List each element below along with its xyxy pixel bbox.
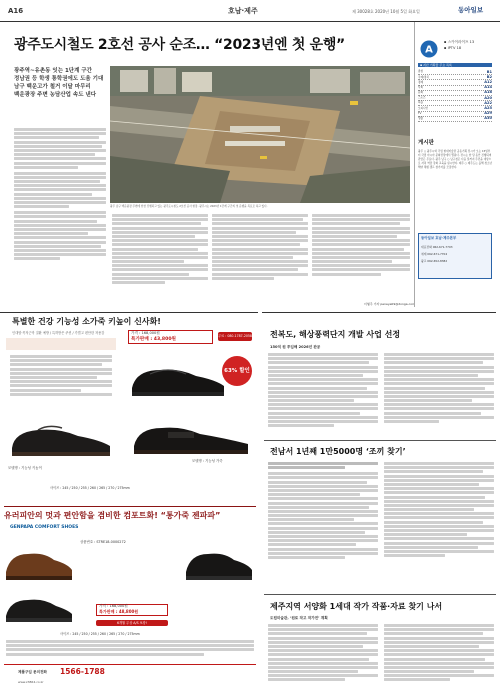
main-headline: 광주도시철도 2호선 공사 순조… “2023년엔 첫 운행”: [14, 37, 345, 53]
ad1-copy: [10, 355, 112, 415]
ad1-discount-badge: 63% 할인: [222, 356, 252, 386]
ad1-banner: [6, 338, 116, 350]
ad2-sale: 특가판매 : 48,800원: [99, 609, 139, 614]
shoe-image: [8, 410, 116, 460]
subhead-line: 정남권 등 학생 통학권에도 도움 기대: [14, 75, 104, 82]
ad-divider: [4, 506, 256, 507]
article-column: [384, 462, 494, 590]
photo-caption: 광주 남구 백운광장 주변에 한창 진행되고 있는 광주도시철도 2호선 공사 현장. 광주시는 2023년 1단계 구간의 첫 운행을 목표로 하고 있다.: [110, 205, 268, 208]
tv-channel-sky: ▪ 스카이라이프 13: [444, 40, 475, 44]
ad2-warranty-pill: 6개월 무상 A/S 보장!: [96, 620, 168, 626]
article-divider: [264, 594, 496, 595]
ad2-phone[interactable]: 1566-1788: [60, 667, 105, 676]
contact-list: [421, 246, 491, 263]
section-title: 호남·제주: [228, 7, 258, 15]
ad2-brand: GENPAPA COMFORT SHOES: [10, 525, 79, 530]
toc-item[interactable]: 사회 A14: [418, 85, 492, 90]
toc-item[interactable]: 국제/정치 B2: [418, 74, 492, 79]
toc-band-title: ▪ 지난 기획물 주요 목록: [420, 63, 452, 67]
ad2-sizes: 사이즈 : 245 / 250 / 255 / 260 / 265 / 270 / 275mm: [60, 632, 140, 636]
toc-item[interactable]: 종합 B1: [418, 69, 492, 74]
article-subtitle: 150억 원 투입해 2026년 완공: [270, 345, 321, 349]
contact-line: 대표전화 062-671-7703: [421, 245, 453, 249]
toc-item[interactable]: TV A29: [418, 111, 492, 116]
shoe-image: [4, 590, 74, 626]
ad2-title: 유러피안의 멋과 편안함을 겸비한 컴포트화! “통가죽 젠파파”: [4, 511, 221, 520]
tv-channel-iptv: ▪ IPTV 18: [444, 46, 462, 50]
article-column: [268, 462, 378, 590]
contact-line: 광고 062-652-8382: [421, 258, 448, 263]
shoe-image: [128, 410, 256, 460]
subhead-line: 광주역~유촌동 잇는 1단계 구간: [14, 68, 92, 74]
toc-item[interactable]: 스포츠 A20: [418, 95, 492, 100]
ad1-subtitle: 인대염·족저근막 질환 예방 / 특허받은 쿠션 / 가볍고 편안한 착용감: [12, 331, 105, 335]
article-column: [268, 624, 378, 688]
ad2-price: 가격 : 168,000원: [99, 604, 128, 608]
contact-title: 동아일보 호남·제주본부: [421, 236, 457, 240]
ad2-website[interactable]: www.z3864.co.kr: [18, 680, 44, 684]
notice-body: 광주 ○ 광주시와 국립 현대미술관 공동기획 전시가 오는 15일부터 국립 아시아 문화전당에서 열린다. 전시는 한 달 동안 진행되며 관람은 무료다. 광주 남구 ○ 남구청은 다음 달까지 주민을 대상으로 자치 역량 강화 교육을 실시한다. 제주 ○ 제주도는 올해 청소년 해양 체험 캠프 참가자를 모집한다.: [418, 150, 492, 169]
toc-item[interactable]: 피플 A22: [418, 100, 492, 105]
ad1-price: 가격 : 168,000원: [131, 331, 160, 335]
article-title: 전복도, 해상풍력단지 개발 사업 선정: [270, 330, 401, 339]
page-number: A16: [8, 7, 24, 15]
ad1-phone[interactable]: 무료 : 080-1787-2058: [218, 332, 252, 341]
construction-photo: [110, 66, 410, 203]
article-column: [384, 624, 494, 688]
ad1-model: 모델명 : 기능성 가죽: [192, 459, 223, 463]
newspaper-name: 동아일보: [458, 6, 484, 14]
ad2-product-no: 상품번호 : STRE18-0000272: [80, 540, 126, 544]
shoe-image: [4, 540, 74, 586]
channel-a-logo: [420, 40, 438, 58]
subhead-line: 남구 백운고가 철거 이달 마무리: [14, 83, 91, 90]
svg-text:A: A: [425, 44, 433, 56]
toc-item[interactable]: 경제 A12: [418, 80, 492, 85]
article-divider: [264, 440, 496, 441]
article-column: [384, 353, 494, 435]
ad1-sale: 특가판매 : 43,800원: [131, 337, 176, 342]
article-title: 제주지역 서양화 1세대 작가 작품·자료 찾기 나서: [270, 602, 443, 611]
shoe-image: [128, 352, 228, 402]
toc-list: [418, 70, 492, 122]
toc-item[interactable]: 오피니언 A25: [418, 105, 492, 110]
ad1-sizes: 사이즈 : 245 / 250 / 255 / 260 / 265 / 270 / 275mm: [50, 486, 130, 490]
ad2-notes: [6, 640, 254, 662]
article-byline: 이형주 기자 peneye09@donga.com: [363, 302, 415, 306]
article-column: [312, 214, 410, 298]
article-column: [14, 128, 106, 308]
subhead-line: 백운광장 주변 농담산업 속도 낸다: [14, 91, 97, 98]
main-subhead: [14, 68, 109, 100]
ad1-model: 모델명 : 기능성 키높이: [8, 466, 42, 470]
toc-item[interactable]: 문화 A18: [418, 90, 492, 95]
article-column: [268, 353, 378, 435]
right-divider: [262, 312, 496, 313]
toc-item[interactable]: 생활 A30: [418, 116, 492, 121]
article-column: [212, 214, 308, 304]
article-column: [112, 214, 208, 304]
article-title: 전남서 1년째 1만5000명 ‘조끼 찾기’: [270, 447, 406, 456]
ad1-title: 특별한 건강 기능성 소가죽 키높이 신사화!: [12, 317, 161, 326]
notice-title: 게시판: [418, 140, 434, 146]
contact-line: 취재 062-671-7704: [421, 251, 448, 256]
ad2-order-label: 제품구입 문의전화: [18, 670, 48, 674]
article-subtitle: 도립미술관, ‘원로 작고 작가전’ 계획: [270, 616, 328, 620]
issue-date: 제 30028호 2020년 10월 5일 화요일: [352, 9, 420, 14]
shoe-image: [184, 540, 254, 586]
